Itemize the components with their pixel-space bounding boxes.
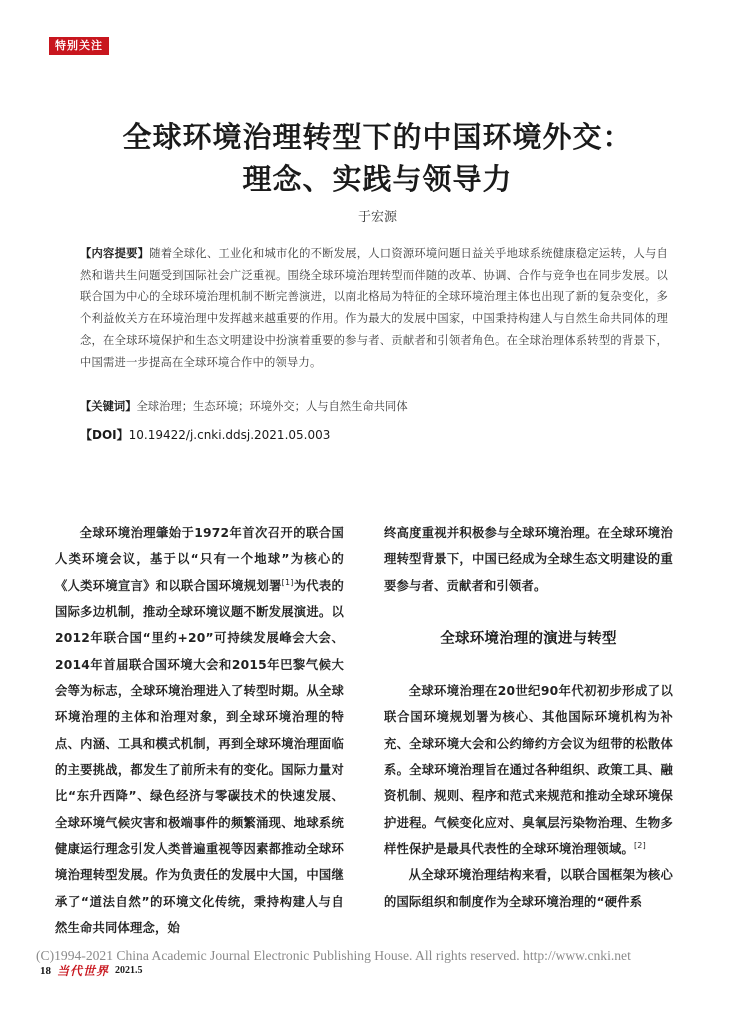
article-title-line-2: 理念、实践与领导力 [242,162,513,196]
abstract [80,243,668,373]
reference-marker[interactable]: [2] [633,841,646,850]
page-footer [40,962,143,979]
issue-number: 2021.5 [115,965,143,976]
body-text: 全球环境治理在20世纪90年代初初步形成了以联合国环境规划署为核心、其他国际环境机构为补充、全球环境大会和公约缔约方会议为纽带的松散体系。全球环境治理旨在通过各种组织、政策工具、融资机制、规则、程序和范式来规范和推动全球环境保护进程。气候变化应对、臭氧层污染物治理、生物多样性保护是最具代表性的全球环境治理领域。 [384,684,673,857]
abstract-label: 【内容提要】 [80,247,150,260]
keywords-label: 【关键词】 [80,400,137,413]
keywords [80,396,670,418]
body-text: 全球环境治理肇始于1972年首次召开的联合国人类环境会议，基于以“只有一个地球”为核心的《人类环境宣言》和以联合国环境规划署 [55,526,344,593]
author-name: 于宏源 [357,210,397,225]
body-left-column [55,520,344,942]
reference-marker[interactable]: [1] [281,577,294,587]
body-right-column [384,520,673,915]
magazine-logo: 当代世界 [57,964,110,978]
abstract-text: 随着全球化、工业化和城市化的不断发展，人口资源环境问题日益关乎地球系统健康稳定运转，人与自然和谐共生问题受到国际社会广泛重视。围绕全球环境治理转型而伴随的改革、协调、合作与竞争也在同步发展。以联合国为中心的全球环境治理机制不断完善演进，以南北格局为特征的全球环境治理主体也出现了新的复杂变化，多个利益攸关方在环境治理中发挥越来越重要的作用。作为最大的发展中国家，中国秉持构建人与自然生命共同体的理念，在全球环境保护和生态文明建设中扮演着重要的参与者、贡献者和引领者角色。在全球治理体系转型的背景下，中国需进一步提高在全球环境合作中的领导力。 [80,247,668,369]
body-paragraph: 从全球环境治理结构来看，以联合国框架为核心的国际组织和制度作为全球环境治理的“硬件系 [384,868,673,909]
body-text: 为代表的国际多边机制，推动全球环境议题不断发展演进。以2012年联合国“里约+20”可持续发展峰会大会、2014年首届联合国环境大会和2015年巴黎气候大会等为标志，全球环境治理进入了转型时期。从全球环境治理的主体和治理对象，到全球环境治理的特点、内涵、工具和模式机制，再到全球环境治理面临的主要挑战，都发生了前所未有的变化。国际力量对比“东升西降”、绿色经济与零碳技术的快速发展、全球环境气候灾害和极端事件的频繁涌现、地球系统健康运行理念引发人类普遍重视等因素都推动全球环境治理转型发展。作为负责任的发展中大国，中国继承了“道法自然”的环境文化传统，秉持构建人与自然生命共同体理念，始 [55,578,344,936]
body-paragraph [55,520,344,942]
body-paragraph [384,678,673,862]
page-number: 18 [40,964,51,977]
section-heading: 全球环境治理的演进与转型 [440,631,617,648]
doi [80,424,670,446]
body-paragraph: 终高度重视并积极参与全球环境治理。在全球环境治理转型背景下，中国已经成为全球生态文明建设的重要参与者、贡献者和引领者。 [384,526,673,593]
section-tag: 特别关注 [49,37,109,55]
copyright-watermark: (C)1994-2021 China Academic Journal Electronic Publishing House. All rights reserved. http://www.cnki.net [36,948,631,963]
keywords-text: 全球治理；生态环境；环境外交；人与自然生命共同体 [136,400,408,413]
article-title-line-1: 全球环境治理转型下的中国环境外交： [122,120,633,154]
doi-label: 【DOI】 [80,428,129,442]
doi-value: 10.19422/j.cnki.ddsj.2021.05.003 [128,428,331,442]
